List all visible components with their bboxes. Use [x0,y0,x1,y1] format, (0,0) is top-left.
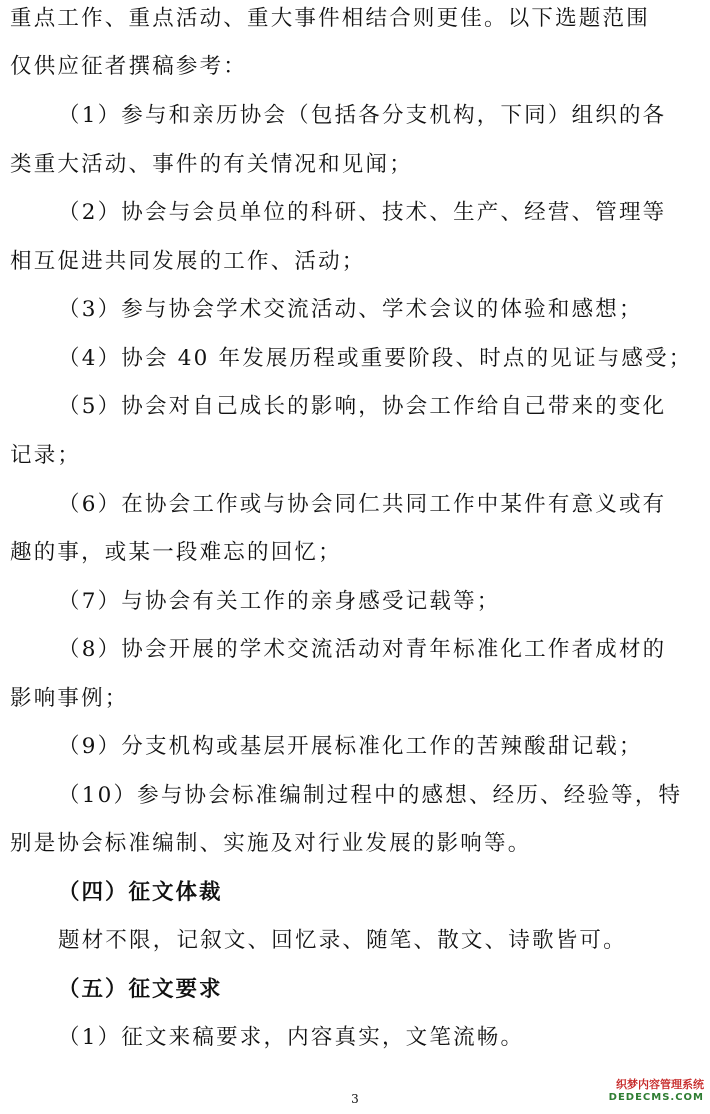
list-item-8-cont: 影响事例； [10,686,129,711]
section-heading-requirements: （五）征文要求 [58,977,223,1002]
page-number: 3 [351,1092,359,1106]
list-item-10: （10）参与协会标准编制过程中的感想、经历、经验等，特 [58,783,683,808]
text-line-continuation: 仅供应征者撰稿参考： [10,54,248,79]
list-item-6: （6）在协会工作或与协会同仁共同工作中某件有意义或有 [58,492,667,517]
list-item-8: （8）协会开展的学术交流活动对青年标准化工作者成材的 [58,637,667,662]
list-item-10-cont: 别是协会标准编制、实施及对行业发展的影响等。 [10,831,532,856]
list-item-2: （2）协会与会员单位的科研、技术、生产、经营、管理等 [58,200,667,225]
section-heading-genre: （四）征文体裁 [58,880,223,905]
list-item-5: （5）协会对自己成长的影响，协会工作给自己带来的变化 [58,394,667,419]
list-item-3: （3）参与协会学术交流活动、学术会议的体验和感想； [58,297,643,322]
watermark-logo [594,1078,704,1104]
watermark-text-en: DEDECMS.COM [608,1092,704,1103]
list-item-7: （7）与协会有关工作的亲身感受记载等； [58,589,501,614]
list-item-4: （4）协会 40 年发展历程或重要阶段、时点的见证与感受； [58,346,693,371]
list-item-9: （9）分支机构或基层开展标准化工作的苦辣酸甜记载； [58,734,643,759]
paragraph-genre: 题材不限，记叙文、回忆录、随笔、散文、诗歌皆可。 [58,928,627,953]
text-line-continuation: 重点工作、重点活动、重大事件相结合则更佳。以下选题范围 [10,6,650,31]
list-item-1: （1）参与和亲历协会（包括各分支机构，下同）组织的各 [58,103,667,128]
watermark-text-cn: 织梦内容管理系统 [616,1078,704,1091]
list-item-1-cont: 类重大活动、事件的有关情况和见闻； [10,152,413,177]
requirement-item-1: （1）征文来稿要求，内容真实，文笔流畅。 [58,1025,525,1050]
list-item-6-cont: 趣的事，或某一段难忘的回忆； [10,540,342,565]
list-item-2-cont: 相互促进共同发展的工作、活动； [10,249,366,274]
list-item-5-cont: 记录； [10,443,82,468]
